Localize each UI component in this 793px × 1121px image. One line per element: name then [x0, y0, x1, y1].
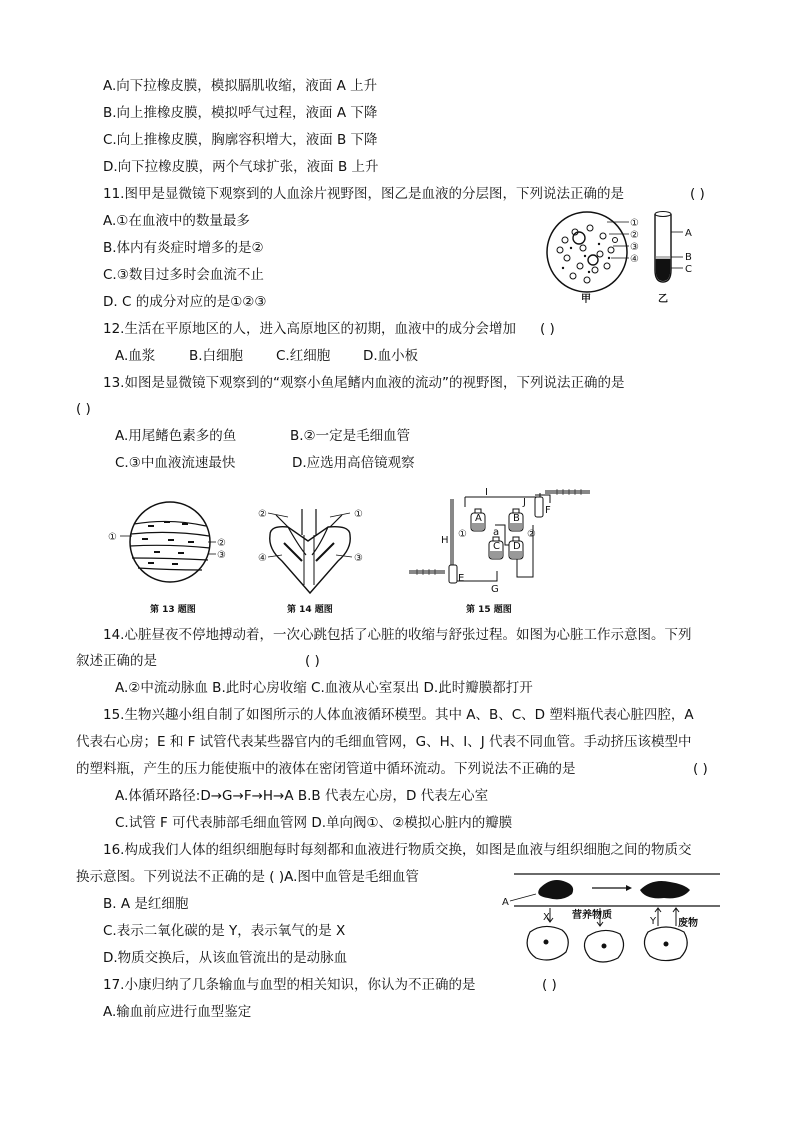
q10-option-b: B.向上推橡皮膜，模拟呼气过程，液面 A 下降 — [103, 105, 378, 121]
red-blood-cell-1 — [538, 880, 573, 899]
red-blood-cell-2 — [640, 881, 690, 898]
fig14-label-1: ① — [354, 509, 363, 520]
q11-figure — [545, 210, 705, 305]
q15-stem-line-1: 15.生物兴趣小组自制了如图所示的人体血液循环模型。其中 A、B、C、D 塑料瓶代表心脏四腔，A — [103, 707, 694, 723]
q12-answer-paren: ( ) — [540, 321, 555, 337]
q17-answer-paren: ( ) — [542, 977, 557, 993]
fig15-circulation-model — [405, 485, 600, 597]
fig15-label-h: H — [441, 535, 449, 546]
smear-label-4: ④ — [630, 254, 639, 265]
fig15-label-g: G — [491, 584, 499, 595]
fig15-caption: 第 15 题图 — [466, 605, 512, 615]
smear-label-1: ① — [630, 218, 639, 229]
q17-stem: 17.小康归纳了几条输血与血型的相关知识，你认为不正确的是 — [103, 977, 476, 993]
q16-waste-label: 废物 — [678, 918, 698, 929]
q11-option-c: C.③数目过多时会血流不止 — [103, 267, 264, 283]
q15-stem-line-3: 的塑料瓶，产生的压力能使瓶中的液体在密闭管道中循环流动。下列说法不正确的是 — [76, 761, 576, 777]
q15-answer-paren: ( ) — [693, 761, 708, 777]
fig13-fish-tail-view — [108, 500, 243, 595]
q14-answer-paren: ( ) — [305, 653, 320, 669]
smear-label-3: ③ — [630, 242, 639, 253]
tube-label-b: B — [685, 252, 692, 263]
q17-option-a: A.输血前应进行血型鉴定 — [103, 1004, 252, 1020]
q13-stem: 13.如图是显微镜下观察到的“观察小鱼尾鳍内血液的流动”的视野图，下列说法正确的是 — [103, 375, 625, 391]
smear-caption: 甲 — [581, 294, 591, 305]
fig15-valve-2: ② — [527, 529, 536, 540]
fig15-label-j: J — [523, 497, 526, 508]
q16-stem-line-1: 16.构成我们人体的组织细胞每时每刻都和血液进行物质交换，如图是血液与组织细胞之间的物质交 — [103, 842, 692, 858]
fig14-caption: 第 14 题图 — [287, 605, 333, 615]
fig15-label-f: F — [545, 505, 551, 516]
q16-option-b: B. A 是红细胞 — [103, 896, 189, 912]
q12-option-d: D.血小板 — [363, 348, 419, 364]
q16-label-a: A — [502, 897, 509, 908]
fig15-label-a: A — [475, 513, 482, 524]
fig13-label-2: ② — [217, 538, 226, 549]
fig14-label-4: ④ — [258, 553, 267, 564]
q16-label-x: X — [543, 912, 550, 923]
q10-option-d: D.向下拉橡皮膜，两个气球扩张，液面 B 上升 — [103, 159, 379, 175]
q16-exchange-figure — [500, 868, 730, 968]
q14-stem-line-1: 14.心脏昼夜不停地搏动着，一次心跳包括了心脏的收缩与舒张过程。如图为心脏工作示意图。下列 — [103, 627, 692, 643]
q13-option-d: D.应选用高倍镜观察 — [292, 455, 415, 471]
fig14-label-2: ② — [258, 509, 267, 520]
q11-option-a: A.①在血液中的数量最多 — [103, 213, 250, 229]
q10-option-a: A.向下拉橡皮膜，模拟膈肌收缩，液面 A 上升 — [103, 78, 378, 94]
q11-option-b: B.体内有炎症时增多的是② — [103, 240, 264, 256]
fig15-valve-1: ① — [458, 529, 467, 540]
q16-stem-line-2: 换示意图。下列说法不正确的是 ( )A.图中血管是毛细血管 — [76, 869, 419, 885]
q14-options: A.②中流动脉血 B.此时心房收缩 C.血液从心室泵出 D.此时瓣膜都打开 — [115, 680, 533, 696]
q11-stem: 11.图甲是显微镜下观察到的人血涂片视野图，图乙是血液的分层图，下列说法正确的是 — [103, 186, 624, 202]
q13-option-b: B.②一定是毛细血管 — [290, 428, 411, 444]
q12-option-b: B.白细胞 — [189, 348, 244, 364]
tube-e — [449, 565, 457, 583]
fig13-caption: 第 13 题图 — [150, 605, 196, 615]
blood-smear-circle — [547, 212, 627, 292]
q13-option-a: A.用尾鳍色素多的鱼 — [115, 428, 237, 444]
tube-label-c: C — [685, 264, 692, 275]
smear-label-2: ② — [630, 230, 639, 241]
q16-option-d: D.物质交换后，从该血管流出的是动脉血 — [103, 950, 348, 966]
fig15-label-c: C — [493, 541, 500, 552]
fig15-label-d: D — [513, 541, 521, 552]
q13-option-c: C.③中血液流速最快 — [115, 455, 236, 471]
q10-option-c: C.向上推橡皮膜，胸廓容积增大，液面 B 下降 — [103, 132, 378, 148]
fig14-label-3: ③ — [354, 553, 363, 564]
tube-red-layer — [656, 259, 671, 281]
tube-caption: 乙 — [658, 294, 668, 305]
q12-option-a: A.血浆 — [115, 348, 156, 364]
fig13-label-3: ③ — [217, 550, 226, 561]
q11-option-d: D. C 的成分对应的是①②③ — [103, 294, 267, 310]
q15-options-cd: C.试管 F 可代表肺部毛细血管网 D.单向阀①、②模拟心脏内的瓣膜 — [115, 815, 513, 831]
q16-option-c: C.表示二氧化碳的是 Y，表示氧气的是 X — [103, 923, 346, 939]
fig15-label-i: I — [485, 487, 488, 498]
q16-label-y: Y — [650, 916, 657, 927]
q11-answer-paren: ( ) — [690, 186, 705, 202]
fig15-label-b: B — [513, 513, 520, 524]
q14-stem-line-2: 叙述正确的是 — [76, 653, 157, 669]
tube-label-a: A — [685, 228, 692, 239]
fig14-heart-diagram — [258, 505, 368, 600]
q16-nutrient-label: 营养物质 — [572, 910, 612, 921]
q15-stem-line-2: 代表右心房；E 和 F 试管代表某些器官内的毛细血管网，G、H、I、J 代表不同血管。手动挤压该模型中 — [76, 734, 692, 750]
q12-option-c: C.红细胞 — [276, 348, 331, 364]
tube-f — [535, 497, 543, 517]
q13-answer-paren: ( ) — [76, 401, 91, 417]
q12-stem: 12.生活在平原地区的人，进入高原地区的初期，血液中的成分会增加 — [103, 321, 516, 337]
q15-options-ab: A.体循环路径:D→G→F→H→A B.B 代表左心房，D 代表左心室 — [115, 788, 489, 804]
fig15-label-a-small: a — [493, 527, 500, 538]
fig15-label-e: E — [458, 573, 465, 584]
fig13-label-1: ① — [108, 532, 117, 543]
